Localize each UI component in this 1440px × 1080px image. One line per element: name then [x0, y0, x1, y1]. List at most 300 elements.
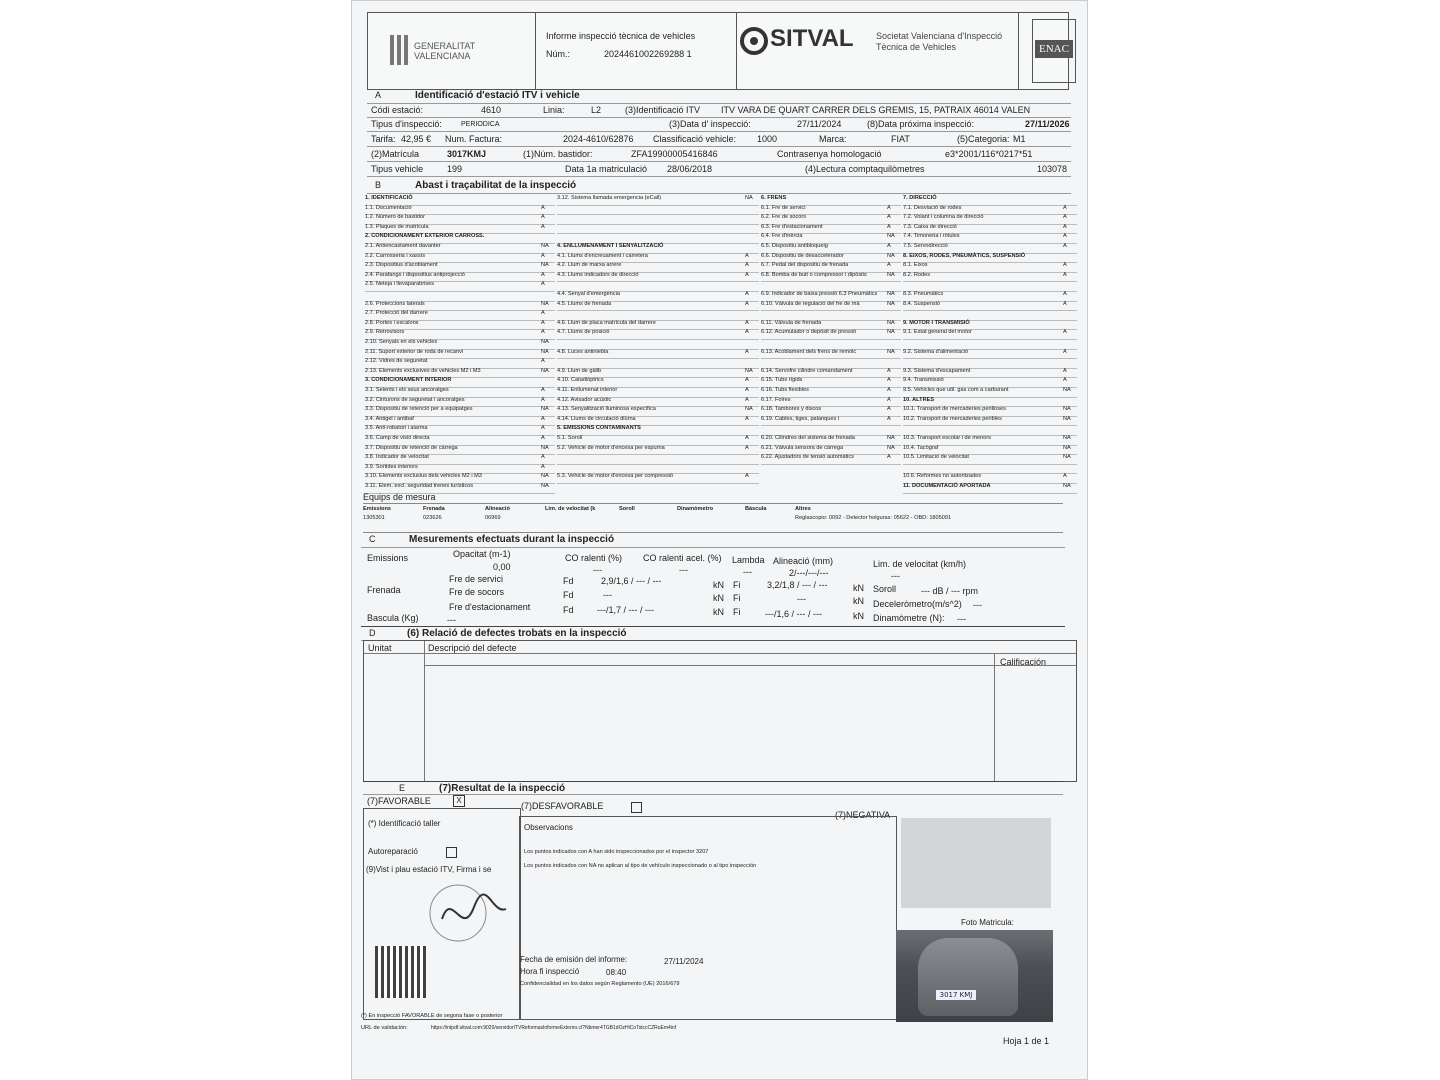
- checklist-item-label: 9. MOTOR I TRANSMISIÓ: [903, 319, 970, 326]
- measurements-table: [361, 545, 1075, 625]
- checklist-item-status: NA: [541, 348, 549, 355]
- checklist-item-label: 10.3. Transport escolar i de menors: [903, 435, 991, 441]
- checklist-item-status: A: [745, 329, 749, 336]
- checklist-item-status: NA: [887, 291, 895, 297]
- result-favorable-label: (7)FAVORABLE: [367, 796, 431, 806]
- next-inspection-date: 27/11/2026: [1025, 119, 1070, 129]
- homologation: e3*2001/116*0217*51: [945, 149, 1033, 159]
- braking-label: Frenada: [367, 585, 401, 595]
- checklist-item-label: 2.3. Dispositius d'acoblament: [365, 262, 438, 269]
- service-brake-value: 2,9/1,6 / --- / ---: [601, 576, 662, 586]
- defects-col-unit: Unitat: [368, 643, 392, 653]
- checklist-item-label: 6.2. Fre de socors: [761, 214, 807, 221]
- checklist-item-status: NA: [887, 300, 895, 307]
- checklist-item-status: A: [541, 310, 545, 317]
- checklist-item-label: 6.16. Tubs flexibles: [761, 387, 809, 393]
- noise-value: --- dB / --- rpm: [921, 586, 978, 596]
- checklist-item-status: A: [541, 463, 545, 470]
- homologation-label: Contrasenya homologació: [777, 149, 882, 159]
- tariff: 42,95 €: [401, 134, 432, 144]
- checklist-item-label: 6.4. Fre d'inèrcia: [761, 233, 803, 240]
- checklist-item-label: 10.1. Transport de mercaderies perilloses: [903, 406, 1006, 413]
- inspection-type-label: Tipus d'inspecció:: [371, 119, 442, 129]
- checklist-item-status: A: [1063, 367, 1067, 374]
- checklist-item-status: A: [887, 214, 891, 221]
- checklist-item-status: NA: [745, 367, 753, 374]
- checklist-item-status: A: [887, 454, 891, 461]
- checklist-item-status: NA: [887, 444, 895, 451]
- parking-brake-unit: kN: [713, 607, 724, 617]
- checklist-item-label: 10. ALTRES: [903, 396, 935, 403]
- checklist-item-label: 7.1. Desviació de rodes: [903, 204, 962, 211]
- checklist-item-status: A: [887, 377, 891, 384]
- checklist-item-status: A: [887, 223, 891, 230]
- checklist-item-label: 3.6. Camp de visió directa: [365, 435, 430, 441]
- checklist-item: [761, 454, 901, 465]
- inspection-date: 27/11/2024: [797, 119, 842, 129]
- car-front-image: [918, 938, 1018, 1016]
- checklist-item-label: 11. DOCUMENTACIÓ APORTADA: [903, 483, 991, 489]
- checklist-item-label: 5.1. Soroll: [557, 435, 583, 441]
- vin: ZFA19900005416846: [631, 149, 718, 159]
- checklist-item-label: 8.3. Pneumàtics: [903, 291, 944, 297]
- footnote: (*) En inspecció FAVORABLE de segona fase o posterior: [361, 1013, 503, 1019]
- checklist-item-label: 3.12. Sistema llamada emergencia (eCall): [557, 195, 662, 201]
- row-registration: [367, 148, 1071, 162]
- section-e-letter: E: [399, 783, 406, 793]
- dynamometer-label: Dinamòmetre (N):: [873, 613, 945, 623]
- inspection-type: PERIODICA: [461, 121, 500, 128]
- issuer-name: GENERALITAT VALENCIANA: [414, 41, 476, 61]
- checklist-item-label: 2.8. Portes i escalons: [365, 319, 419, 326]
- checklist-item-status: NA: [541, 339, 549, 345]
- section-a-letter: A: [375, 90, 382, 100]
- checklist-item-status: A: [541, 204, 545, 211]
- checklist-item-status: NA: [1063, 483, 1071, 489]
- checklist-item-status: A: [1063, 291, 1067, 297]
- inspection-checklist: [365, 195, 1077, 501]
- odometer-label: (4)Lectura comptaquilòmetres: [805, 164, 925, 174]
- itv-ident: ITV VARA DE QUART CARRER DELS GREMIS, 15, PATRAIX 46014 VALEN: [721, 105, 1031, 115]
- checklist-item-status: A: [1063, 233, 1067, 240]
- observation-line-2: Los puntos indicados con NA no aplican al tipo de vehículo inspeccionado o al tipo inspección: [524, 863, 757, 869]
- line-label: Linia:: [543, 105, 565, 115]
- checklist-item-status: NA: [541, 473, 549, 480]
- checklist-item-label: 7. DIRECCIÓ: [903, 195, 937, 201]
- checklist-item-status: A: [1063, 377, 1067, 384]
- service-brake-fd: Fd: [563, 576, 574, 586]
- emergency-brake-fi-unit: kN: [853, 596, 864, 606]
- make: FIAT: [891, 134, 910, 144]
- defects-col-description: Descripció del defecte: [428, 643, 517, 653]
- checklist-item-status: NA: [541, 444, 549, 451]
- co-accel-label: CO ralenti acel. (%): [643, 553, 722, 563]
- checklist-item-label: 6.9. Indicador de baixa pressió 6.3 Pneumàtics: [761, 291, 878, 297]
- checklist-item-status: A: [887, 387, 891, 393]
- checklist-item-status: A: [541, 271, 545, 278]
- checklist-item-label: 6.12. Acumulador o depòsit de pressió: [761, 329, 857, 336]
- checklist-item-status: A: [1063, 329, 1067, 336]
- observations-box: [519, 816, 897, 1020]
- checklist-item-status: A: [541, 252, 545, 259]
- checklist-item-label: 6.20. Cilindres del sistema de frenada: [761, 435, 855, 441]
- next-inspection-label: (8)Data próxima inspecció:: [867, 119, 975, 129]
- checklist-item-status: A: [887, 415, 891, 422]
- category: M1: [1013, 134, 1026, 144]
- checklist-item-status: A: [745, 377, 749, 384]
- checklist-item-label: 4.11. Enllumenat interior: [557, 387, 618, 393]
- enac-mark: ENAC: [1035, 40, 1073, 58]
- issue-date-label: Fecha de emisión del informe:: [520, 955, 628, 964]
- self-repair-checkbox: [446, 847, 457, 858]
- checklist-item-label: 6.5. Dispositiu antibloqueig: [761, 243, 828, 249]
- checklist-item-label: 8. EIXOS, RODES, PNEUMÀTICS, SUSPENSIÓ: [903, 252, 1026, 259]
- checklist-item-label: 4.1. Llums d'encreuament i carretera: [557, 252, 648, 259]
- result-negative-label: (7)NEGATIVA: [835, 810, 891, 820]
- service-brake-fi-unit: kN: [853, 583, 864, 593]
- section-b-title: Abast i traçabilitat de la inspecció: [415, 180, 577, 191]
- checklist-item-label: 6.3. Fre d'estacionament: [761, 223, 823, 230]
- section-e-title: (7)Resultat de la inspecció: [439, 783, 566, 794]
- checklist-item-status: A: [745, 291, 749, 297]
- enac-seal: [1032, 19, 1076, 83]
- row-tariff: [367, 133, 1071, 147]
- checklist-item-label: 4.6. Llum de placa matrícula del darrere: [557, 319, 656, 326]
- checklist-item-label: 1.2. Número de bastidor: [365, 214, 426, 221]
- checklist-item-label: 3. CONDICIONAMENT INTERIOR: [365, 377, 452, 384]
- lambda-label: Lambda: [732, 555, 765, 565]
- checklist-item-label: 2.7. Protecció del darrere: [365, 310, 428, 317]
- checklist-item-status: A: [541, 319, 545, 326]
- checklist-item-status: A: [887, 243, 891, 249]
- checklist-item-status: NA: [887, 271, 895, 278]
- equipment-value: 023626: [423, 515, 442, 521]
- observations-label: Observacions: [524, 823, 573, 832]
- workshop-id-label: (*) Identificació taller: [368, 819, 441, 828]
- checklist-item-status: NA: [1063, 415, 1071, 422]
- parking-brake-value: ---/1,7 / --- / ---: [597, 605, 654, 615]
- checklist-item-status: A: [887, 262, 891, 269]
- co-accel-value: ---: [679, 565, 688, 575]
- checklist-item-status: A: [887, 396, 891, 403]
- section-d-title-row: [361, 626, 1065, 641]
- checklist-item-label: 3.10. Elements exclusius dels vehicles M2 i M3: [365, 473, 482, 480]
- checklist-item: [557, 473, 759, 484]
- row-vehicle-type: [367, 163, 1071, 177]
- checklist-item-status: NA: [887, 329, 895, 336]
- checklist-item-label: 3.3. Dispositiu de retenció per a equipatges: [365, 406, 473, 413]
- checklist-item-label: 1. IDENTIFICACIÓ: [365, 195, 413, 201]
- checklist-item-status: A: [541, 415, 545, 422]
- checklist-item-status: NA: [745, 406, 753, 413]
- parking-brake-fi: Fi: [733, 607, 741, 617]
- checklist-item-status: A: [745, 319, 749, 326]
- checklist-item-status: NA: [1063, 435, 1071, 441]
- section-d-title: (6) Relació de defectes trobats en la inspecció: [407, 628, 627, 639]
- section-c-letter: C: [369, 534, 376, 544]
- privacy-notice: Confidencialidad en los datos según Reglamento (UE) 2016/679: [520, 981, 680, 987]
- checklist-item-label: 5.2. Vehicle de motor d'encesa per espurna: [557, 444, 665, 451]
- checklist-item-label: 2.4. Parafangs i dispositius antiprojecció: [365, 271, 465, 278]
- checklist-item-status: NA: [1063, 387, 1071, 393]
- invoice-label: Num. Factura:: [445, 134, 503, 144]
- co-idle-value: ---: [593, 565, 602, 575]
- official-stamp-signature-icon: [422, 879, 512, 949]
- plate: 3017KMJ: [447, 149, 487, 159]
- result-unfavorable-checkbox: [631, 802, 642, 813]
- checklist-item-label: 3.8. Indicador de velocitat: [365, 454, 429, 461]
- issue-date: 27/11/2024: [664, 957, 704, 966]
- checklist-item-status: NA: [541, 483, 549, 489]
- checklist-item-status: A: [1063, 348, 1067, 355]
- checklist-item-label: 4.12. Avisador acústic: [557, 396, 612, 403]
- checklist-item-status: A: [745, 444, 749, 451]
- checklist-item-label: 2.2. Carrosseria i xassís: [365, 252, 425, 259]
- checklist-item-status: A: [745, 415, 749, 422]
- checklist-item-label: 4.4. Senyal d'emergència: [557, 291, 620, 297]
- checklist-item-status: A: [1063, 243, 1067, 249]
- checklist-item-label: 2.5. Neteja i llevaparabrises: [365, 281, 435, 288]
- checklist-item-status: A: [541, 281, 545, 288]
- equipment-header: Frenada: [423, 506, 445, 512]
- equipment-value: 1305301: [363, 515, 385, 521]
- checklist-item-label: 4.3. Llums indicadors de direcció: [557, 271, 639, 278]
- equipment-header: Alineació: [485, 506, 510, 512]
- parking-brake-fi-unit: kN: [853, 611, 864, 621]
- equipment-value: Reglascopio: 0092 - Detector holguras: 05622 - OBD: 1805091: [795, 515, 952, 521]
- alignment-value: 2/---/---/---: [789, 568, 829, 578]
- checklist-item-status: NA: [541, 406, 549, 413]
- checklist-item-label: 9.1. Estat general del motor: [903, 329, 972, 336]
- checklist-item-label: 8.2. Rodes: [903, 271, 931, 278]
- plate-label: (2)Matrícula: [371, 149, 420, 159]
- checklist-item-status: A: [745, 387, 749, 393]
- section-e-title-row: [363, 781, 1063, 795]
- tariff-label: Tarifa:: [371, 134, 396, 144]
- row-station: [367, 104, 1071, 118]
- section-d-letter: D: [369, 628, 376, 638]
- opacity-label: Opacitat (m-1): [453, 549, 511, 559]
- plate-in-photo: 3017 KMJ: [936, 990, 976, 1000]
- checklist-item-status: A: [745, 435, 749, 441]
- emergency-brake-unit: kN: [713, 593, 724, 603]
- checklist-item-label: 6. FRENS: [761, 195, 787, 201]
- checklist-item-status: A: [745, 271, 749, 278]
- checklist-item-label: 3.7. Dispositiu de retenció de càrrega: [365, 444, 458, 451]
- scale-label: Bascula (Kg): [367, 613, 419, 623]
- vehicle-type: 199: [447, 164, 463, 174]
- report-header: [367, 12, 1069, 90]
- checklist-item-label: 6.18. Tambores y discos: [761, 406, 822, 413]
- scale-value: ---: [447, 615, 456, 625]
- odometer: 103078: [1037, 164, 1068, 174]
- checklist-item-status: NA: [541, 367, 549, 374]
- checklist-item-label: 3.11. Elem. excl. seguridad trenes turísticos: [365, 483, 474, 489]
- line-value: L2: [591, 105, 602, 115]
- checklist-item-label: 4. ENLLUMENAMENT I SENYALITZACIÓ: [557, 243, 664, 249]
- checklist-item-status: NA: [887, 319, 895, 326]
- emergency-brake-fi-value: ---: [797, 594, 806, 604]
- checklist-item-label: 6.17. Folres: [761, 396, 791, 403]
- report-number: 2024461002269288 1: [604, 49, 692, 59]
- checklist-item-status: A: [745, 252, 749, 259]
- measuring-equipment-label: Equips de mesura: [363, 492, 436, 502]
- inspection-report-sheet: [351, 0, 1088, 1080]
- parking-brake-fi-value: ---/1,6 / --- / ---: [765, 609, 822, 619]
- checklist-item-status: NA: [887, 435, 895, 441]
- checklist-item-label: 6.6. Dispositiu de desaccelerador: [761, 252, 844, 259]
- checklist-item-status: A: [1063, 473, 1067, 480]
- service-brake-unit: kN: [713, 580, 724, 590]
- checklist-item-label: 4.9. Llum de gàlib: [557, 367, 602, 374]
- inspection-date-label: (3)Data d' inspecció:: [669, 119, 751, 129]
- checklist-item-status: A: [541, 214, 545, 221]
- checklist-item-label: 6.15. Tubs rígids: [761, 377, 803, 384]
- service-brake-fi-value: 3,2/1,8 / --- / ---: [767, 580, 828, 590]
- speed-limit-label: Lim. de velocitat (km/h): [873, 559, 967, 569]
- checklist-item-status: A: [541, 425, 545, 432]
- checklist-item-status: A: [887, 367, 891, 374]
- checklist-item-status: A: [1063, 262, 1067, 269]
- checklist-item-label: 3.4. Antigel i antibaf: [365, 415, 414, 422]
- co-idle-label: CO ralenti (%): [565, 553, 623, 563]
- checklist-item-label: 2.9. Retrovisors: [365, 329, 405, 336]
- checklist-item-status: NA: [887, 233, 895, 240]
- checklist-item-label: 7.5. Servodirecció: [903, 243, 948, 249]
- vehicle-type-label: Tipus vehicle: [371, 164, 424, 174]
- section-a-title: Identificació d'estació ITV i vehicle: [415, 90, 580, 101]
- validation-qr-code-icon: [375, 946, 427, 998]
- validation-url[interactable]: https://intpdf.sitval.com:9020/servidorITVReformasInformeExterno.cl?Nbmer4TGB1dOzHiCoTstccCZRuEm4inf: [431, 1025, 677, 1031]
- checklist-item-label: 10.6. Reformes no autoritzades: [903, 473, 982, 480]
- end-time-label: Hora fi inspecció: [520, 967, 580, 976]
- itv-ident-label: (3)Identificació ITV: [625, 105, 701, 115]
- checklist-item-status: A: [1063, 271, 1067, 278]
- checklist-item-status: A: [887, 406, 891, 413]
- equipment-header: Lim. de velocitat (k: [545, 506, 596, 512]
- checklist-item-label: 6.22. Ajustadors de tensió automàtics: [761, 454, 854, 461]
- checklist-item-label: 5. EMISSIONS CONTAMINANTS: [557, 425, 641, 432]
- checklist-item-label: 6.19. Cables, tiges, palanques i: [761, 415, 840, 422]
- service-brake-fi: Fi: [733, 580, 741, 590]
- checklist-item-status: A: [1063, 204, 1067, 211]
- station-code-label: Códi estació:: [371, 105, 424, 115]
- checklist-item-status: A: [541, 223, 545, 230]
- defects-col-rating: Calificación: [1000, 657, 1047, 667]
- measuring-equipment-row: [363, 503, 1063, 533]
- vehicle-class-label: Classificació vehicle:: [653, 134, 737, 144]
- first-registration-label: Data 1a matriculació: [565, 164, 648, 174]
- section-a-title-row: [367, 89, 1071, 104]
- lambda-value: ---: [743, 567, 752, 577]
- checklist-item-status: A: [541, 329, 545, 336]
- checklist-item-label: 3.1. Seients i els seus ancoratges: [365, 387, 449, 393]
- speed-limit-value: ---: [891, 571, 900, 581]
- checklist-item-label: 4.13. Senyalització lluminosa específica: [557, 406, 656, 413]
- checklist-item-label: 4.10. Catadiòptrics: [557, 377, 604, 384]
- checklist-item-label: 3.9. Sortides interiors: [365, 463, 418, 470]
- checklist-item-label: 10.2. Transport de mercaderies peribles: [903, 415, 1002, 422]
- checklist-item-label: 6.13. Acoblament dels frens de remolc: [761, 348, 857, 355]
- checklist-item-status: NA: [541, 300, 549, 307]
- checklist-item-status: A: [745, 473, 749, 480]
- checklist-item-label: 4.14. Llums de circulació diürna: [557, 415, 636, 422]
- row-inspection-type: [367, 118, 1071, 132]
- brand-subtitle: Societat Valenciana d'Inspecció Tècnica de Vehicles: [876, 31, 1003, 52]
- self-repair-label: Autoreparació: [368, 847, 418, 856]
- result-favorable-checkbox: X: [453, 795, 465, 807]
- section-c-title: Mesurements efectuats durant la inspecció: [409, 534, 615, 545]
- checklist-item-label: 2.10. Senyals en els vehicles: [365, 339, 438, 345]
- dynamometer-value: ---: [957, 614, 966, 624]
- emergency-brake-fd: Fd: [563, 590, 574, 600]
- checklist-item-status: NA: [887, 348, 895, 355]
- checklist-item-label: 8.4. Suspensió: [903, 300, 941, 307]
- sitval-logo-icon: [740, 27, 768, 55]
- checklist-item-label: 1.1. Documentació: [365, 204, 412, 211]
- checklist-item-label: 4.7. Llums de posició: [557, 329, 610, 336]
- checklist-item-label: 6.8. Bomba de buit o compressor i dipòsits: [761, 271, 867, 278]
- checklist-item-status: A: [541, 396, 545, 403]
- checklist-item-label: 2.11. Suport exterior de roda de recanvi: [365, 348, 464, 355]
- vehicle-class: 1000: [757, 134, 778, 144]
- checklist-item-label: 7.4. Timoneria i ròtules: [903, 233, 960, 240]
- checklist-item-status: A: [745, 348, 749, 355]
- checklist-item-label: 4.5. Llums de frenada: [557, 300, 612, 307]
- checklist-item-label: 6.1. Fre de servici: [761, 204, 806, 211]
- decelerometer-label: Deceleròmetro(m/s^2): [873, 599, 962, 609]
- checklist-item-status: NA: [1063, 406, 1071, 413]
- page-number: Hoja 1 de 1: [1003, 1036, 1050, 1046]
- checklist-item-status: A: [745, 396, 749, 403]
- checklist-item-status: A: [541, 358, 545, 365]
- equipment-header: Dinamòmetro: [677, 506, 714, 512]
- checklist-item-status: NA: [745, 195, 753, 201]
- observation-line-1: Los puntos indicados con A han sido inspeccionados por el inspector 3207: [524, 849, 709, 855]
- parking-brake-label: Fre d'estacionament: [449, 602, 531, 612]
- checklist-item-status: NA: [541, 262, 549, 269]
- equipment-header: Soroll: [619, 506, 635, 512]
- checklist-item-label: 10.4. Tacògraf: [903, 444, 939, 451]
- result-unfavorable-label: (7)DESFAVORABLE: [521, 801, 604, 811]
- first-registration-date: 28/06/2018: [667, 164, 713, 174]
- checklist-item-label: 7.3. Caixa de direcció: [903, 223, 957, 230]
- checklist-item-status: A: [1063, 223, 1067, 230]
- equipment-header: Bàscula: [745, 506, 767, 512]
- checklist-item-label: 2. CONDICIONAMENT EXTERIOR CARROSS.: [365, 233, 485, 240]
- checklist-item-label: 2.1. Antiencastament davanter: [365, 243, 441, 249]
- checklist-item-status: A: [887, 204, 891, 211]
- checklist-item-status: A: [1063, 214, 1067, 221]
- parking-brake-fd: Fd: [563, 605, 574, 615]
- checklist-item-label: 6.10. Vàlvula de regulació del fre de mà: [761, 300, 860, 307]
- checklist-item-status: A: [541, 387, 545, 393]
- decelerometer-value: ---: [973, 600, 982, 610]
- checklist-item-label: 8.1. Eixos: [903, 262, 928, 269]
- checklist-item-label: 2.6. Proteccions laterals: [365, 300, 425, 307]
- checklist-item-label: 3.5. Anti-robatori i alarma: [365, 425, 428, 432]
- checklist-item-label: 5.3. Vehicle de motor d'encesa per compressió: [557, 473, 674, 480]
- checklist-item-status: A: [541, 435, 545, 441]
- generalitat-logo-icon: [388, 33, 410, 67]
- noise-label: Soroll: [873, 584, 897, 594]
- invoice-number: 2024-4610/62876: [563, 134, 634, 144]
- make-label: Marca:: [819, 134, 847, 144]
- section-b-title-row: [367, 179, 1071, 194]
- checklist-item-label: 10.5. Limitació de velocitat: [903, 454, 969, 461]
- checklist-item-status: NA: [541, 243, 549, 249]
- report-num-label: Núm.:: [546, 49, 571, 59]
